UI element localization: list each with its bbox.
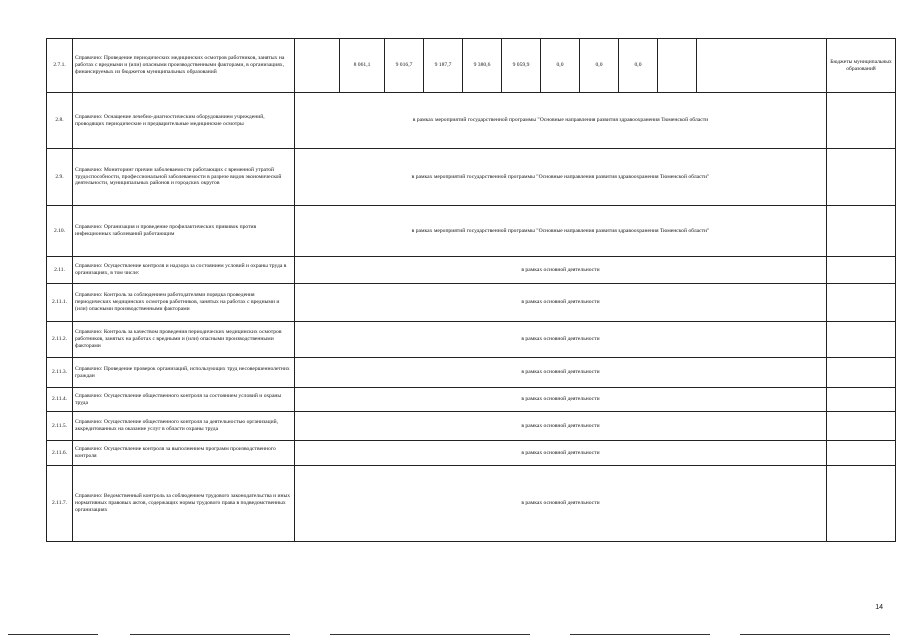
table-row [47,358,896,388]
table-row [47,206,896,257]
merged-note: в рамках мероприятий государственной программы "Основные направления развития здравоохранения Тюменской области [295,93,827,149]
table-row [47,412,896,441]
row-description: Справочно: Осуществление общественного контроля за деятельностью организаций, аккредитованных на оказание услуг в области охраны труда [73,412,295,441]
empty-cell [827,466,896,542]
row-description: Справочно: Мониторинг причин заболеваемости работающих с временной утратой трудоспособности, профессиональной заболеваемости в разрезе видов экономической деятельности, муниципальных районов и городских округов [73,149,295,206]
value-cell: 9 059,9 [502,39,541,93]
merged-note: в рамках основной деятельности [295,412,827,441]
row-description: Справочно: Осуществление контроля и надзора за состоянием условий и охраны труда в организациях, в том числе: [73,257,295,284]
row-description: Справочно: Осуществление общественного контроля за состоянием условий и охраны труда [73,388,295,412]
empty-cell [658,39,697,93]
merged-note: в рамках основной деятельности [295,388,827,412]
empty-cell [295,39,340,93]
row-number: 2.11.7. [47,466,73,542]
row-number: 2.11.5. [47,412,73,441]
table-row [47,466,896,542]
merged-note: в рамках основной деятельности [295,257,827,284]
row-number: 2.10. [47,206,73,257]
merged-note: в рамках основной деятельности [295,322,827,358]
row-number: 2.7.1. [47,39,73,93]
empty-cell [827,358,896,388]
scan-mark [570,634,710,635]
merged-note: в рамках основной деятельности [295,441,827,466]
row-description: Справочно: Осуществление контроля за выполнением программ производственного контроля [73,441,295,466]
scan-mark [330,634,530,635]
value-cell: 0,0 [580,39,619,93]
empty-cell [827,441,896,466]
table-row [47,441,896,466]
scan-mark [740,634,890,635]
value-cell: 8 061,1 [340,39,385,93]
scan-mark [8,634,98,635]
row-number: 2.11. [47,257,73,284]
table-row [47,388,896,412]
scan-mark [130,634,290,635]
table-row [47,257,896,284]
empty-cell [827,257,896,284]
value-cell: 0,0 [541,39,580,93]
merged-note: в рамках основной деятельности [295,358,827,388]
empty-cell [827,206,896,257]
row-description: Справочно: Контроль за соблюдением работодателями порядка проведения периодических медицинских осмотров работников, занятых на работах с вредными и (или) опасными производственными факторами [73,284,295,322]
merged-note: в рамках мероприятий государственной программы "Основные направления развития здравоохранения Тюменской области" [295,206,827,257]
row-number: 2.11.6. [47,441,73,466]
funding-source: Бюджеты муниципальных образований [827,39,896,93]
row-description: Справочно: Контроль за качеством проведения периодических медицинских осмотров работников, занятых на работах с вредными и (или) опасными производственными факторами [73,322,295,358]
merged-note: в рамках мероприятий государственной программы "Основные направления развития здравоохранения Тюменской области" [295,149,827,206]
row-number: 2.11.1. [47,284,73,322]
value-cell: 9 380,6 [463,39,502,93]
row-description: Справочно: Проведение проверок организаций, использующих труд несовершеннолетних граждан [73,358,295,388]
merged-note: в рамках основной деятельности [295,284,827,322]
empty-cell [827,284,896,322]
row-description: Справочно: Организация и проведение профилактических прививок против инфекционных заболеваний работающим [73,206,295,257]
row-number: 2.11.2. [47,322,73,358]
table-row [47,322,896,358]
table-row [47,149,896,206]
empty-cell [827,388,896,412]
value-cell: 9 016,7 [385,39,424,93]
row-description: Справочно: Ведомственный контроль за соблюдением трудового законодательства и иных нормативных правовых актов, содержащих нормы трудового права в подведомственных организациях [73,466,295,542]
value-cell: 0,0 [619,39,658,93]
merged-note: в рамках основной деятельности [295,466,827,542]
table-row [47,284,896,322]
row-description: Справочно: Проведение периодических медицинских осмотров работников, занятых на работах с вредными и (или) опасными производственными факторами, в организациях, финансируемых из бюджетов муниципальных образований [73,39,295,93]
empty-cell [827,322,896,358]
page-number: 14 [875,604,883,611]
row-number: 2.8. [47,93,73,149]
row-number: 2.9. [47,149,73,206]
row-description: Справочно: Оснащение лечебно-диагностическим оборудованием учреждений, проводящих периодические и предварительные медицинские осмотры [73,93,295,149]
row-number: 2.11.3. [47,358,73,388]
program-table [46,38,896,542]
row-number: 2.11.4. [47,388,73,412]
table-row [47,39,896,93]
empty-cell [827,93,896,149]
table-row [47,93,896,149]
value-cell: 9 187,7 [424,39,463,93]
empty-cell [827,149,896,206]
empty-cell [827,412,896,441]
empty-cell [697,39,827,93]
